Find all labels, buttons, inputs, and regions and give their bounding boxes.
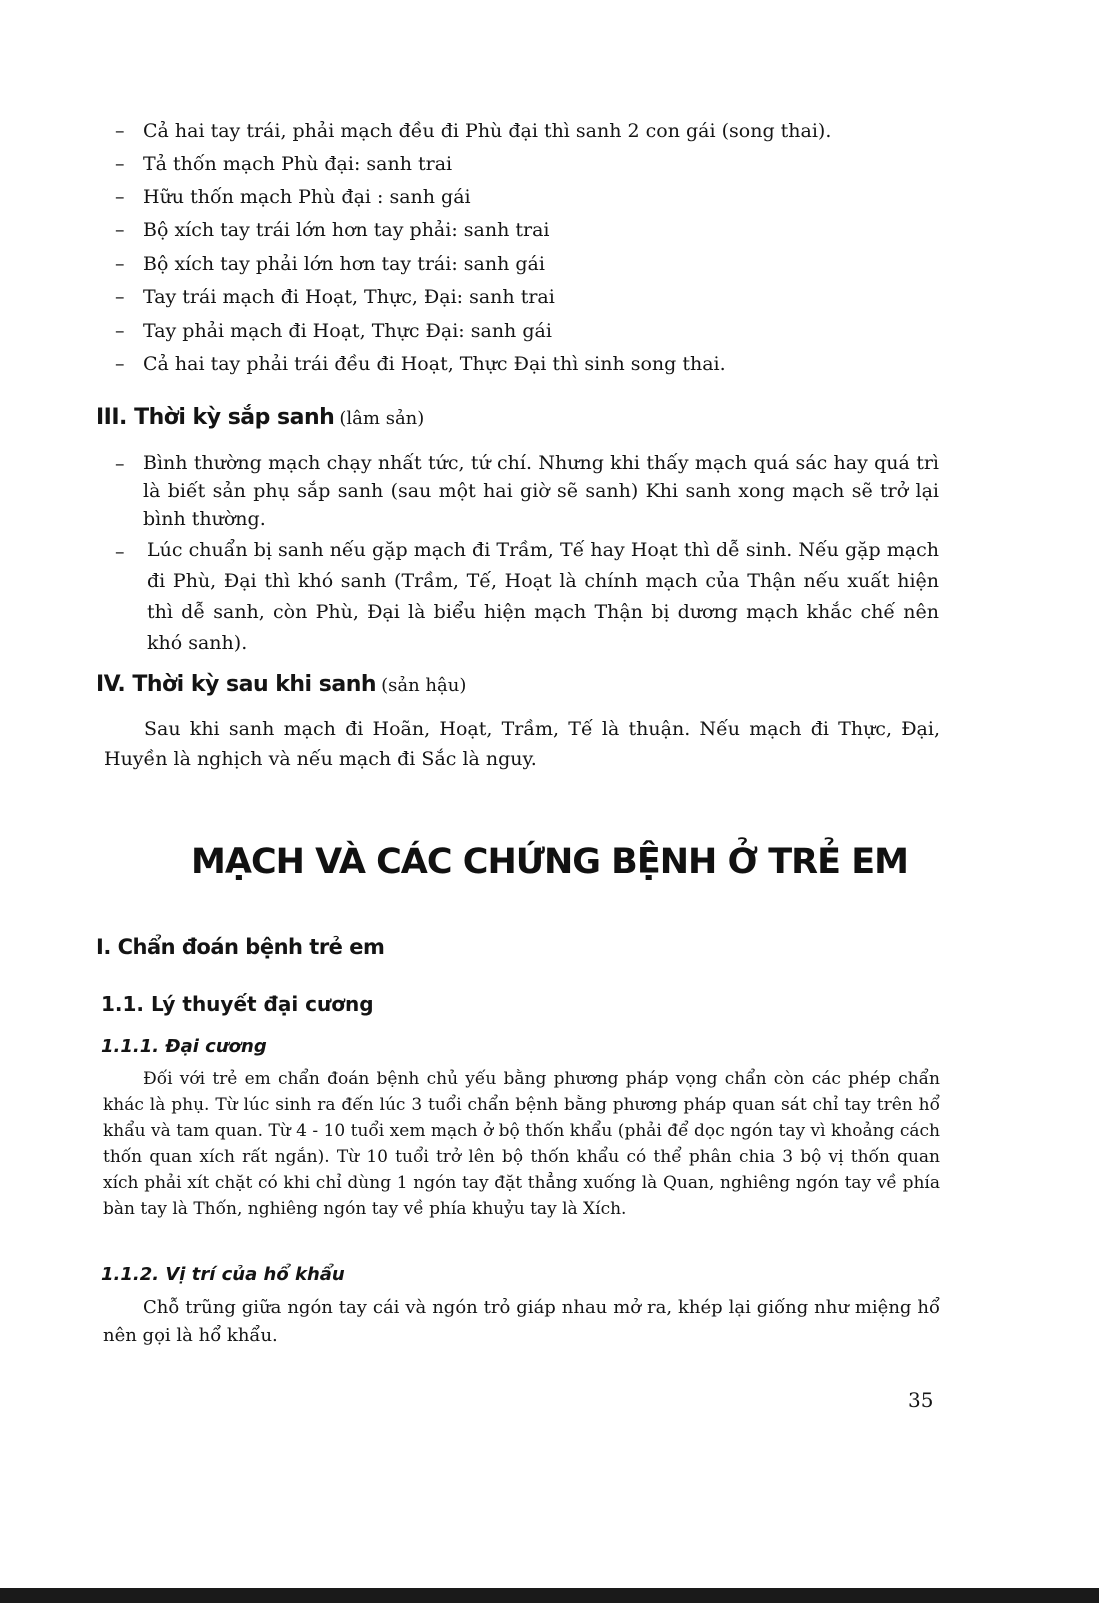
list-item — [115, 120, 831, 142]
section-heading — [96, 672, 466, 697]
part-heading: I. Chẩn đoán bệnh trẻ em — [96, 935, 385, 959]
section-heading-note: (sản hậu) — [381, 675, 467, 696]
list-dash: – — [115, 286, 125, 308]
list-dash-marker — [115, 541, 143, 563]
list-item — [115, 353, 726, 375]
list-item-text: Bộ xích tay trái lớn hơn tay phải: sanh trai — [143, 219, 550, 241]
list-dash: – — [115, 253, 125, 275]
list-item-text: Tả thốn mạch Phù đại: sanh trai — [143, 153, 453, 175]
page-number: 35 — [908, 1388, 934, 1412]
subsection-heading: 1.1. Lý thuyết đại cương — [101, 992, 374, 1016]
list-item-text: Bình thường mạch chạy nhất tức, tứ chí. Nhưng khi thấy mạch quá sác hay quá trì là biết sản phụ sắp sanh (sau một hai giờ sẽ sanh) Khi sanh xong mạch sẽ trở lại bình thường. — [143, 452, 939, 530]
list-dash: – — [115, 186, 125, 208]
list-item-text: Hữu thốn mạch Phù đại : sanh gái — [143, 186, 471, 208]
subsubsection-heading: 1.1.2. Vị trí của hổ khẩu — [101, 1264, 345, 1285]
list-dash-marker — [115, 453, 143, 475]
list-item-text: Tay phải mạch đi Hoạt, Thực Đại: sanh gái — [143, 320, 552, 342]
list-item — [115, 286, 555, 308]
section-heading-title: III. Thời kỳ sắp sanh — [96, 405, 335, 430]
list-item — [115, 253, 545, 275]
list-dash: – — [115, 153, 125, 175]
subsubsection-heading: 1.1.1. Đại cương — [101, 1036, 267, 1057]
list-item — [115, 186, 471, 208]
list-dash: – — [115, 353, 125, 375]
section-heading — [96, 405, 424, 430]
section-heading-note: (lâm sản) — [339, 408, 425, 429]
paragraph: Đối với trẻ em chẩn đoán bệnh chủ yếu bằng phương pháp vọng chẩn còn các phép chẩn khác là phụ. Từ lúc sinh ra đến lúc 3 tuổi chẩn bệnh bằng phương pháp quan sát chỉ tay trên hổ khẩu và tam quan. Từ 4 - 10 tuổi xem mạch ở bộ thốn khẩu (phải để dọc ngón tay vì khoảng cách thốn quan xích rất ngắn). Từ 10 tuổi trở lên bộ thốn khẩu có thể phân chia 3 bộ vị thốn quan xích phải xít chặt có khi chỉ dùng 1 ngón tay đặt thẳng xuống là Quan, nghiêng ngón tay về phía bàn tay là Thốn, nghiêng ngón tay về phía khuỷu tay là Xích. — [103, 1069, 940, 1219]
list-item — [115, 219, 550, 241]
list-item-text: Cả hai tay phải trái đều đi Hoạt, Thực Đại thì sinh song thai. — [143, 353, 726, 375]
list-item — [115, 320, 552, 342]
list-dash: – — [115, 320, 125, 342]
list-item — [115, 153, 452, 175]
list-item-text: Bộ xích tay phải lớn hơn tay trái: sanh gái — [143, 253, 545, 275]
list-item-text: Tay trái mạch đi Hoạt, Thực, Đại: sanh trai — [143, 286, 555, 308]
list-dash: – — [115, 453, 125, 475]
paragraph: Chỗ trũng giữa ngón tay cái và ngón trỏ giáp nhau mở ra, khép lại giống như miệng hổ nên gọi là hổ khẩu. — [103, 1297, 940, 1346]
list-item-text: Lúc chuẩn bị sanh nếu gặp mạch đi Trầm, Tế hay Hoạt thì dễ sinh. Nếu gặp mạch đi Phù, Đại thì khó sanh (Trầm, Tế, Hoạt là chính mạch của Thận nếu xuất hiện thì dễ sanh, còn Phù, Đại là biểu hiện mạch Thận bị dương mạch khắc chế nên khó sanh). — [147, 539, 939, 654]
section-heading-title: IV. Thời kỳ sau khi sanh — [96, 672, 377, 697]
list-item-text: Cả hai tay trái, phải mạch đều đi Phù đại thì sanh 2 con gái (song thai). — [143, 120, 832, 142]
list-dash: – — [115, 120, 125, 142]
list-dash: – — [115, 541, 125, 563]
scan-bottom-edge — [0, 1588, 1099, 1603]
chapter-title: MẠCH VÀ CÁC CHỨNG BỆNH Ở TRẺ EM — [191, 842, 908, 882]
paragraph: Sau khi sanh mạch đi Hoãn, Hoạt, Trầm, Tế là thuận. Nếu mạch đi Thực, Đại, Huyền là nghịch và nếu mạch đi Sắc là nguy. — [104, 718, 940, 770]
list-dash: – — [115, 219, 125, 241]
